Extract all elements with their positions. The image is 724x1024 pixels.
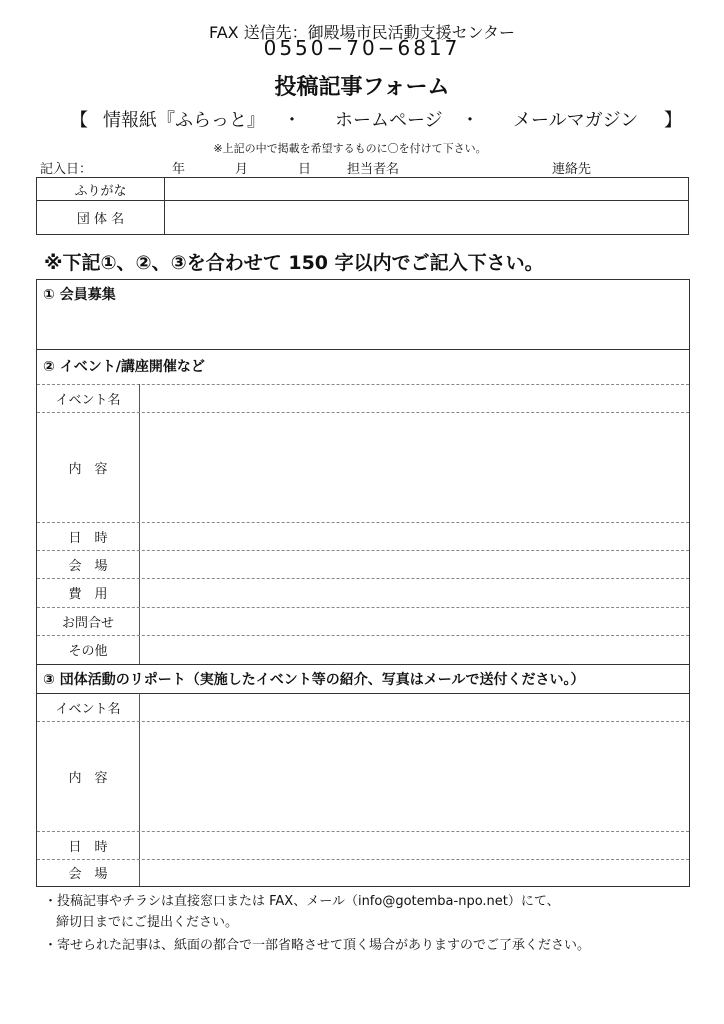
separator-dot: ・ bbox=[461, 110, 479, 131]
media-option-homepage[interactable]: ホームページ bbox=[335, 110, 443, 131]
section3-venue-label: 会 場 bbox=[68, 867, 108, 882]
day-label: 日 bbox=[298, 162, 312, 177]
open-bracket: 【 bbox=[70, 110, 88, 131]
organization-table bbox=[36, 177, 689, 235]
fax-destination: FAX 送信先：御殿場市民活動支援センター bbox=[208, 23, 516, 42]
fax-number: 0550−70−6817 bbox=[263, 36, 461, 60]
form-title: 投稿記事フォーム bbox=[274, 75, 450, 100]
section2-venue-label: 会 場 bbox=[68, 558, 108, 574]
media-option-newsletter[interactable]: 情報紙『ふらっと』 bbox=[103, 110, 265, 131]
article-form bbox=[36, 279, 690, 887]
contact-label: 連絡先 bbox=[552, 162, 592, 177]
media-option-mail-magazine[interactable]: メールマガジン bbox=[513, 110, 639, 131]
media-options bbox=[0, 106, 724, 130]
furigana-label: ふりがな bbox=[37, 178, 165, 200]
year-label: 年 bbox=[172, 162, 186, 177]
section2-content-label: 内 容 bbox=[68, 461, 108, 477]
section2-title: ② イベント/講座開催など bbox=[43, 358, 205, 375]
section1-title: ① 会員募集 bbox=[43, 287, 116, 303]
instruction: ※下記①、②、③を合わせて 150 字以内でご記入下さい。 bbox=[44, 252, 544, 274]
month-label: 月 bbox=[235, 162, 249, 177]
org-name-label: 団 体 名 bbox=[37, 201, 165, 234]
org-name-row bbox=[37, 201, 688, 234]
section3-content-label: 内 容 bbox=[68, 770, 108, 786]
person-label: 担当者名 bbox=[347, 162, 400, 177]
label-column-divider bbox=[139, 384, 140, 664]
entry-row bbox=[40, 158, 700, 176]
section2-datetime-label: 日 時 bbox=[68, 530, 108, 546]
section2-event-name-label: イベント名 bbox=[55, 392, 121, 408]
footer-note-deadline: 締切日までにご提出ください。 bbox=[56, 915, 239, 930]
close-bracket: 】 bbox=[664, 110, 682, 131]
furigana-row bbox=[37, 178, 688, 201]
separator-dot: ・ bbox=[283, 110, 301, 131]
footer-note-editing: ・寄せられた記事は、紙面の都合で一部省略させて頂く場合がありますのでご了承ください。 bbox=[44, 938, 591, 953]
section2-fee-label: 費 用 bbox=[68, 587, 108, 602]
section2-other-label: その他 bbox=[68, 644, 108, 659]
section3-datetime-label: 日 時 bbox=[68, 839, 108, 855]
entry-date-label: 記入日： bbox=[40, 162, 93, 177]
selection-note: ※上記の中で掲載を希望するものに〇を付けて下さい。 bbox=[213, 142, 487, 155]
section2-inquiry-label: お問合せ bbox=[61, 615, 114, 631]
section3-event-name-label: イベント名 bbox=[55, 701, 121, 717]
section3-title: ③ 団体活動のリポート（実施したイベント等の紹介、写真はメールで送付ください。） bbox=[43, 672, 585, 688]
footer-note-submission: ・投稿記事やチラシは直接窓口または FAX、メール（info@gotemba-npo.net）にて、 bbox=[44, 894, 560, 909]
